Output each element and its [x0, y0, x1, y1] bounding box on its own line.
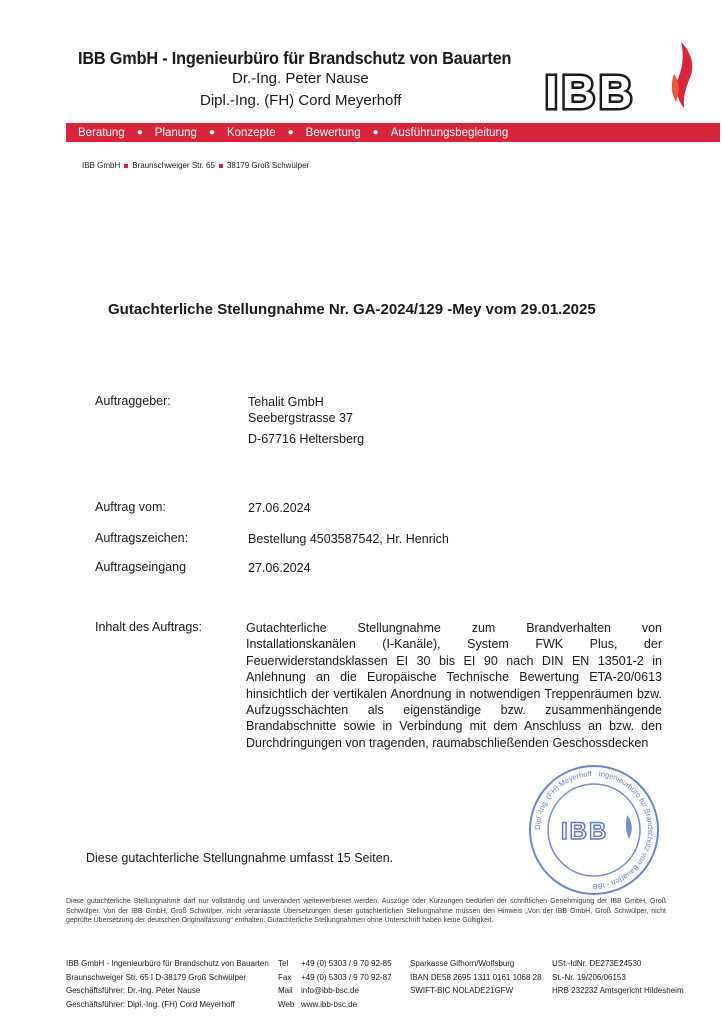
- fax-number: +49 (0) 5303 / 9 70 92-87: [301, 972, 392, 982]
- bullet-icon: ●: [287, 127, 294, 138]
- stamp-logo: IBB: [561, 818, 609, 845]
- footer-bank: [410, 957, 542, 998]
- footer-line: Sparkasse Gifhorn/Wolfsburg: [410, 959, 515, 968]
- sender-line: [82, 161, 309, 170]
- footer-contact: [278, 957, 392, 1011]
- footer-line: USt.-IdNr. DE273E24530: [552, 959, 642, 968]
- footer-line: St.-Nr. 19/206/06153: [552, 972, 626, 982]
- sender-city: 38179 Groß Schwülper: [226, 161, 310, 170]
- contact-key: Web: [278, 999, 295, 1009]
- contact-key: Tel: [278, 959, 289, 968]
- contact-key: Mail: [278, 986, 293, 995]
- services-band: [66, 123, 720, 142]
- client-name: Tehalit GmbH: [248, 395, 324, 409]
- order-ref-label: Auftragszeichen:: [95, 531, 189, 545]
- sender-name: IBB GmbH: [82, 161, 121, 170]
- document-title: Gutachterliche Stellungnahme Nr. GA-2024/129 -Mey vom 29.01.2025: [108, 301, 596, 318]
- phone-number: +49 (0) 5303 / 9 70 92-85: [301, 959, 392, 968]
- footer-line: IBAN DE58 2695 1311 0161 1068 28: [410, 972, 542, 982]
- page-count-note: Diese gutachterliche Stellungnahme umfasst 15 Seiten.: [86, 851, 394, 865]
- order-receipt-value: 27.06.2024: [248, 561, 311, 575]
- footer-line: Geschäftsführer: Dipl.-Ing. (FH) Cord Meyerhoff: [66, 999, 235, 1009]
- footer-line: Braunschweiger Str. 65 I D-38179 Groß Schwülper: [66, 972, 247, 982]
- footer-line: Geschäftsführer: Dr.-Ing. Peter Nause: [66, 986, 201, 995]
- sender-street: Braunschweiger Str. 65: [132, 161, 215, 170]
- client-street: Seebergstrasse 37: [248, 411, 353, 425]
- bullet-icon: ●: [372, 127, 379, 138]
- disclaimer: Diese gutachterliche Stellungnahme darf nur vollständig und unverändert weiterverbreitet werden. Auszüge oder Kürzungen bedürfen der schriftlichen Genehmigung der IBB GmbH, Groß Schwülper. Von der IBB GmbH, Groß Schwülper, nicht veranlasste Übersetzungen dieser gutachterlichen Stellungnahme müssen den Hinweis „Von der IBB GmbH, Groß Schwülper, nicht geprüfte Übersetzung der deutschen Originalfassung" enthalten. Gutachterliche Stellungnahmen ohne Unterschrift haben keine Gültigkeit.: [66, 898, 666, 924]
- footer-tax: [552, 957, 684, 998]
- official-stamp: [523, 765, 665, 895]
- client-city: D-67716 Heltersberg: [248, 432, 365, 446]
- content-label: Inhalt des Auftrags:: [95, 620, 203, 634]
- company-name: IBB GmbH - Ingenieurbüro für Brandschutz von Bauarten: [78, 48, 512, 68]
- service-item: Ausführungsbegleitung: [390, 126, 509, 139]
- order-date-value: 27.06.2024: [248, 501, 311, 515]
- svg-text:Dipl.-Ing. (FH) Meyerhoff · In: Dipl.-Ing. (FH) Meyerhoff · Ingenieurbüro für Brandschutz von Bauarten · IBB: [532, 768, 656, 892]
- flame-icon: [677, 42, 693, 108]
- footer-line: HRB 232232 Amtsgericht Hildesheim: [552, 986, 684, 995]
- content-description: Gutachterliche Stellungnahme zum Brandverhalten von Installationskanälen (I-Kanäle), System FWK Plus, der Feuerwiderstandsklassen EI 30 bis EI 90 nach DIN EN 13501-2 in Anlehnung an die Europäische Technische Bewertung ETA-20/0613 hinsichtlich der vertikalen Anordnung in notwendigen Treppenräumen bzw. Aufzugsschächten als eigenständige bzw. zusammenhängende Brandabschnitte sowie in Verbindung mit dem Anschluss an bzw. den Durchdringungen von tragenden, raumabschließenden Geschossdecken: [246, 621, 662, 750]
- service-item: Konzepte: [227, 126, 276, 139]
- bullet-icon: ●: [208, 127, 215, 138]
- service-item: Planung: [154, 126, 197, 139]
- managing-director-2: Dipl.-Ing. (FH) Cord Meyerhoff: [200, 92, 402, 109]
- footer-company: [66, 957, 269, 1011]
- order-ref-value: Bestellung 4503587542, Hr. Henrich: [248, 532, 449, 546]
- square-bullet-icon: [124, 164, 128, 168]
- square-bullet-icon: [219, 164, 223, 168]
- contact-key: Fax: [278, 972, 292, 982]
- service-item: Beratung: [78, 126, 125, 139]
- bullet-icon: ●: [136, 127, 143, 138]
- logo-wordmark: IBB: [545, 66, 637, 114]
- managing-director-1: Dr.-Ing. Peter Nause: [232, 70, 369, 87]
- footer-line: IBB GmbH - Ingenieurbüro für Brandschutz von Bauarten: [66, 959, 269, 968]
- client-label: Auftraggeber:: [95, 394, 171, 408]
- order-date-label: Auftrag vom:: [95, 500, 166, 514]
- stamp-flame-icon: [626, 815, 632, 839]
- order-receipt-label: Auftragseingang: [95, 560, 187, 574]
- ibb-logo: [543, 34, 703, 114]
- website-link[interactable]: www.ibb-bsc.de: [301, 999, 358, 1009]
- service-item: Bewertung: [305, 126, 361, 139]
- email-link[interactable]: info@ibb-bsc.de: [301, 986, 359, 995]
- footer-line: SWIFT-BIC NOLADE21GFW: [410, 986, 514, 995]
